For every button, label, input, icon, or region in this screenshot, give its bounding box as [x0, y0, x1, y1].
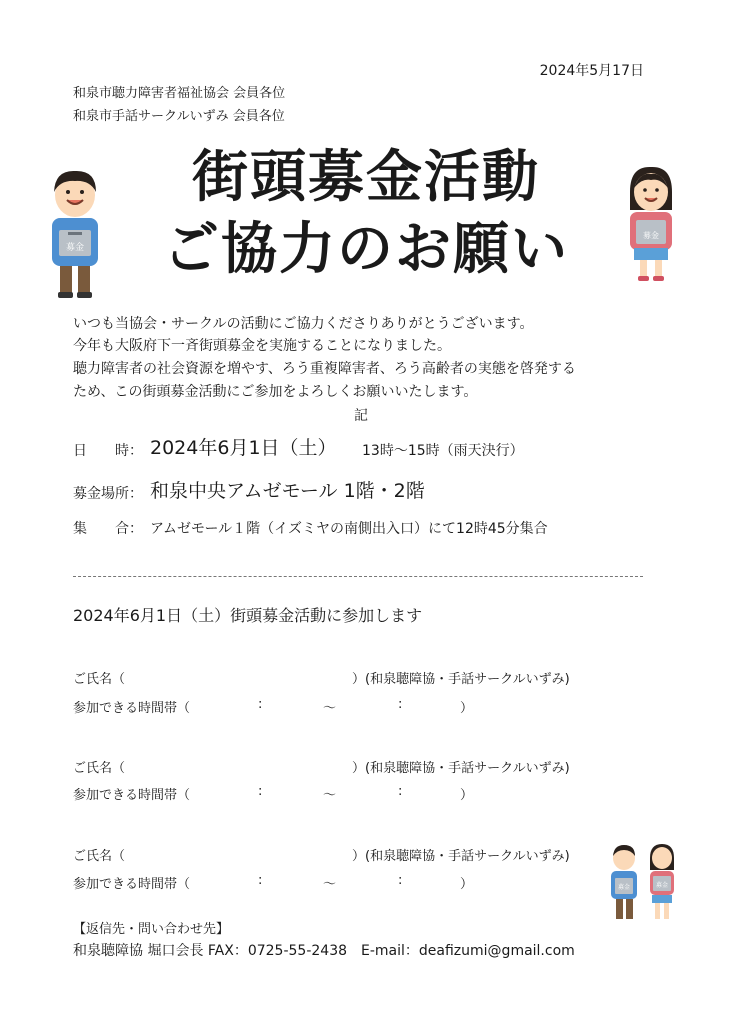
name-field-label[interactable]: ご氏名（ — [73, 672, 126, 687]
time-close-paren: ） — [460, 701, 474, 716]
boy-and-girl-donation-icon — [604, 842, 684, 926]
time-close-paren: ） — [460, 788, 474, 803]
time-slot-label[interactable]: 参加できる時間帯（ — [73, 877, 191, 892]
reply-form-title: 2024年6月1日（土）街頭募金活動に参加します — [73, 606, 423, 625]
recipient-line: 和泉市聴力障害者福祉協会 会員各位 — [73, 86, 286, 101]
time-close-paren: ） — [460, 877, 474, 892]
affiliation-label: ）(和泉聴障協・手話サークルいずみ) — [352, 672, 570, 687]
document-date: 2024年5月17日 — [539, 63, 644, 79]
time-tilde: ～ — [323, 877, 337, 892]
time-colon: : — [398, 784, 403, 799]
name-field-label[interactable]: ご氏名（ — [73, 761, 126, 776]
location-label: 募金場所： — [73, 486, 143, 502]
box-label: 募金 — [643, 231, 659, 240]
time-colon: : — [258, 873, 263, 888]
box-label: 募金 — [65, 243, 85, 253]
meeting-point: アムゼモール１階（イズミヤの南側出入口）にて12時45分集合 — [150, 521, 548, 537]
meeting-label: 集 合： — [73, 521, 143, 537]
time-slot-label[interactable]: 参加できる時間帯（ — [73, 788, 191, 803]
recipient-line: 和泉市手話サークルいずみ 会員各位 — [73, 109, 285, 124]
box-label: 募金 — [655, 882, 669, 889]
body-paragraph-line: いつも当協会・サークルの活動にご協力くださりありがとうございます。 — [73, 316, 534, 332]
time-tilde: ～ — [323, 788, 337, 803]
title-line-2: ご協力のお願い — [163, 217, 569, 282]
affiliation-label: ）(和泉聴障協・手話サークルいずみ) — [352, 761, 570, 776]
time-slot-label[interactable]: 参加できる時間帯（ — [73, 701, 191, 716]
time-colon: : — [398, 873, 403, 888]
contact-details: 和泉聴障協 堀口会長 FAX：0725-55-2438 E-mail：deafizumi@gmail.com — [73, 943, 575, 959]
datetime-label: 日 時： — [73, 443, 143, 459]
time-colon: : — [398, 697, 403, 712]
title-line-1: 街頭募金活動 — [192, 145, 540, 210]
time-colon: : — [258, 697, 263, 712]
body-paragraph-line: 聴力障害者の社会資源を増やす、ろう重複障害者、ろう高齢者の実態を啓発する — [73, 361, 576, 377]
event-location: 和泉中央アムゼモール 1階・2階 — [150, 480, 425, 502]
note-marker: 記 — [354, 408, 368, 424]
event-date: 2024年6月1日（土） — [150, 437, 337, 459]
time-colon: : — [258, 784, 263, 799]
boy-holding-donation-box-icon — [40, 162, 110, 302]
cut-line-divider — [73, 576, 643, 577]
name-field-label[interactable]: ご氏名（ — [73, 849, 126, 864]
contact-heading: 【返信先・問い合わせ先】 — [73, 922, 230, 937]
girl-holding-donation-box-icon — [620, 162, 682, 284]
box-label: 募金 — [617, 884, 631, 891]
affiliation-label: ）(和泉聴障協・手話サークルいずみ) — [352, 849, 570, 864]
time-tilde: ～ — [323, 701, 337, 716]
event-time: 13時～15時（雨天決行） — [362, 443, 524, 459]
body-paragraph-line: ため、この街頭募金活動にご参加をよろしくお願いいたします。 — [73, 384, 478, 400]
body-paragraph-line: 今年も大阪府下一斉街頭募金を実施することになりました。 — [73, 338, 451, 354]
